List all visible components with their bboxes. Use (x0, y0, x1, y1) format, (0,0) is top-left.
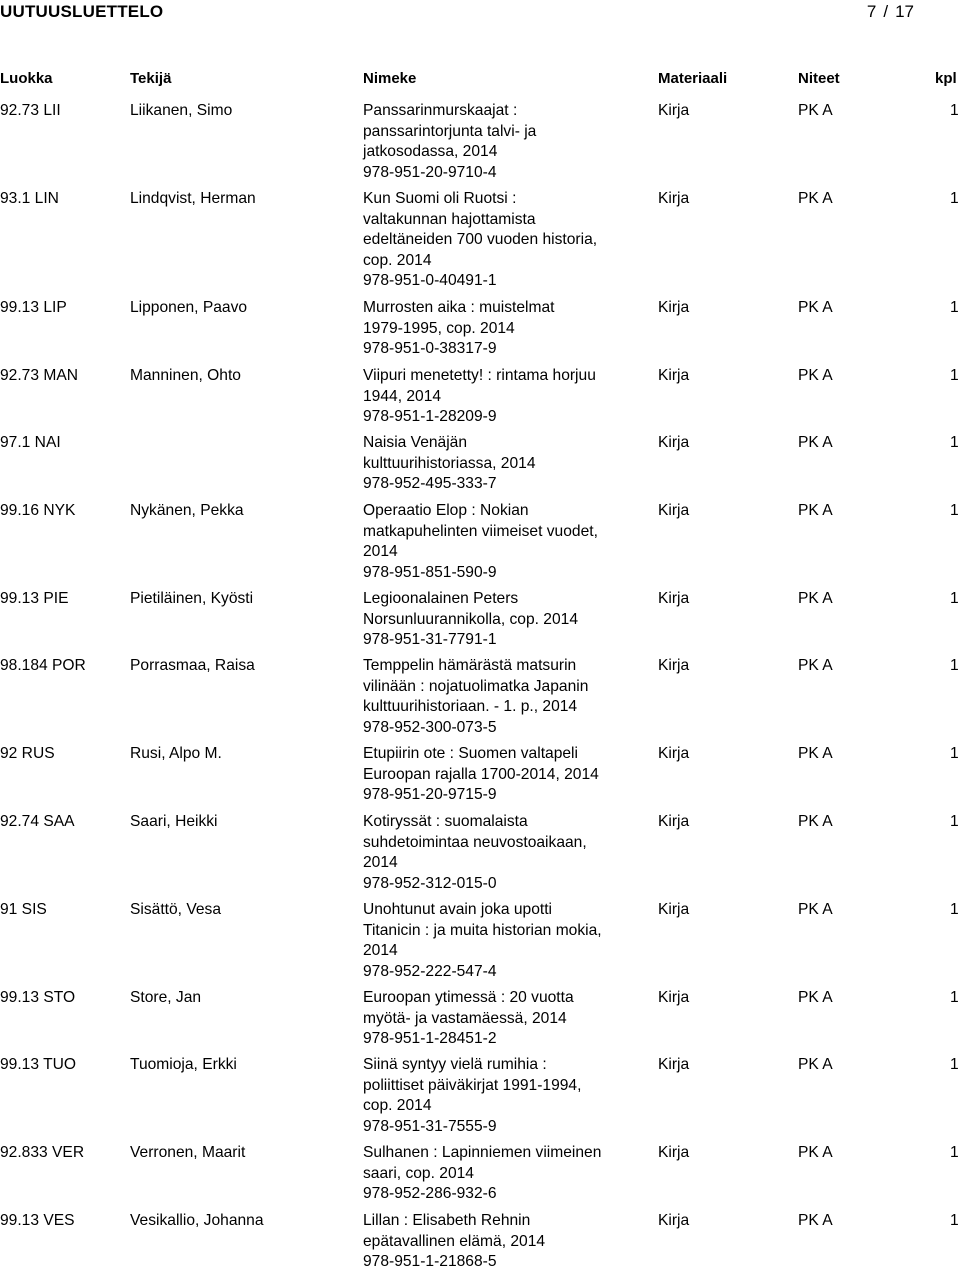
item-notes: PK A (798, 299, 833, 316)
item-qty: 1 (950, 989, 959, 1006)
page-current: 7 (866, 2, 877, 21)
item-title-line: Unohtunut avain joka upotti (363, 901, 552, 918)
item-qty: 1 (950, 745, 959, 762)
item-notes: PK A (798, 102, 833, 119)
item-title-line: 978-951-31-7555-9 (363, 1117, 497, 1135)
item-title-line: Temppelin hämärästä matsurin (363, 657, 577, 674)
item-title-line: 978-952-286-932-6 (363, 1185, 497, 1203)
item-class: 92.73 MAN (0, 367, 79, 384)
item-material: Kirja (658, 190, 690, 207)
item-title-line: edeltäneiden 700 vuoden historia, (363, 231, 598, 249)
item-author: Verronen, Maarit (130, 1144, 246, 1161)
item-title (363, 298, 648, 360)
item-title (363, 900, 648, 982)
item-qty: 1 (950, 299, 959, 316)
item-title-line: Panssarinmurskaajat : (363, 102, 518, 119)
item-notes: PK A (798, 745, 833, 762)
item-title-line: jatkosodassa, 2014 (363, 143, 498, 161)
item-title-line: panssarintorjunta talvi- ja (363, 122, 537, 140)
item-class: 91 SIS (0, 901, 47, 918)
item-notes: PK A (798, 813, 833, 830)
item-title-line: Naisia Venäjän (363, 434, 468, 451)
item-title-line: 978-951-1-28451-2 (363, 1030, 497, 1048)
item-qty: 1 (950, 1144, 959, 1161)
item-qty: 1 (950, 434, 959, 451)
item-class: 99.13 TUO (0, 1056, 76, 1073)
item-notes: PK A (798, 901, 833, 918)
item-title-line: Siinä syntyy vielä rumihia : (363, 1056, 547, 1073)
column-header-material: Materiaali (658, 70, 728, 87)
item-title-line: Norsunluurannikolla, cop. 2014 (363, 610, 578, 628)
item-title-line: cop. 2014 (363, 1097, 432, 1115)
item-title-line: 978-952-312-015-0 (363, 874, 497, 892)
item-title (363, 988, 648, 1050)
item-material: Kirja (658, 745, 690, 762)
item-class: 93.1 LIN (0, 190, 59, 207)
item-notes: PK A (798, 590, 833, 607)
item-qty: 1 (950, 657, 959, 674)
item-title (363, 656, 648, 738)
item-author: Liikanen, Simo (130, 102, 233, 119)
item-qty: 1 (950, 102, 959, 119)
item-title-line: Sulhanen : Lapinniemen viimeinen (363, 1144, 602, 1161)
item-material: Kirja (658, 1144, 690, 1161)
item-title-line: Legioonalainen Peters (363, 590, 519, 607)
item-title-line: 978-952-222-547-4 (363, 962, 497, 980)
item-author: Nykänen, Pekka (130, 502, 244, 519)
item-title-line: 2014 (363, 854, 398, 872)
item-qty: 1 (950, 813, 959, 830)
item-title-line: 978-952-495-333-7 (363, 475, 497, 493)
item-title-line: 2014 (363, 942, 398, 960)
item-author: Manninen, Ohto (130, 367, 241, 384)
item-class: 92.833 VER (0, 1144, 85, 1161)
item-notes: PK A (798, 1144, 833, 1161)
item-author: Lindqvist, Herman (130, 190, 256, 207)
item-qty: 1 (950, 367, 959, 384)
column-header-author: Tekijä (130, 70, 172, 87)
item-qty: 1 (950, 1056, 959, 1073)
item-author: Vesikallio, Johanna (130, 1212, 264, 1229)
item-class: 92.73 LII (0, 102, 61, 119)
item-title-line: 1944, 2014 (363, 387, 442, 405)
item-class: 99.13 PIE (0, 590, 69, 607)
item-material: Kirja (658, 1056, 690, 1073)
item-title-line: kulttuurihistoriaan. - 1. p., 2014 (363, 698, 578, 716)
item-material: Kirja (658, 901, 690, 918)
item-material: Kirja (658, 813, 690, 830)
item-notes: PK A (798, 367, 833, 384)
item-author: Sisättö, Vesa (130, 901, 222, 918)
item-qty: 1 (950, 502, 959, 519)
item-author: Pietiläinen, Kyösti (130, 590, 254, 607)
column-header-title: Nimeke (363, 70, 417, 87)
item-title-line: 978-951-20-9715-9 (363, 786, 497, 804)
item-title-line: 978-952-300-073-5 (363, 718, 497, 736)
item-title-line: 2014 (363, 543, 398, 561)
item-notes: PK A (798, 657, 833, 674)
item-title-line: Lillan : Elisabeth Rehnin (363, 1212, 531, 1229)
item-title-line: Euroopan ytimessä : 20 vuotta (363, 989, 574, 1006)
item-qty: 1 (950, 590, 959, 607)
item-notes: PK A (798, 502, 833, 519)
item-title-line: suhdetoimintaa neuvostoaikaan, (363, 833, 587, 851)
item-material: Kirja (658, 367, 690, 384)
item-notes: PK A (798, 190, 833, 207)
item-author: Tuomioja, Erkki (130, 1056, 237, 1073)
item-title-line: 978-951-0-40491-1 (363, 272, 497, 290)
item-title (363, 189, 648, 292)
item-title-line: Etupiirin ote : Suomen valtapeli (363, 745, 578, 762)
page-indicator (867, 2, 914, 22)
item-title-line: 1979-1995, cop. 2014 (363, 319, 515, 337)
item-material: Kirja (658, 989, 690, 1006)
item-title (363, 501, 648, 583)
item-class: 99.13 VES (0, 1212, 75, 1229)
item-class: 92 RUS (0, 745, 55, 762)
item-title-line: matkapuhelinten viimeiset vuodet, (363, 522, 598, 540)
item-title (363, 1055, 648, 1137)
item-title-line: saari, cop. 2014 (363, 1164, 474, 1182)
item-material: Kirja (658, 434, 690, 451)
item-title-line: 978-951-20-9710-4 (363, 163, 497, 181)
item-material: Kirja (658, 502, 690, 519)
item-class: 97.1 NAI (0, 434, 61, 451)
item-title-line: 978-951-1-28209-9 (363, 408, 497, 426)
item-title-line: cop. 2014 (363, 251, 432, 269)
item-material: Kirja (658, 590, 690, 607)
item-author: Store, Jan (130, 989, 202, 1006)
item-material: Kirja (658, 1212, 690, 1229)
item-title-line: Viipuri menetetty! : rintama horjuu (363, 367, 596, 384)
item-author: Saari, Heikki (130, 813, 218, 830)
item-notes: PK A (798, 989, 833, 1006)
item-title (363, 589, 648, 651)
item-title (363, 1211, 648, 1273)
item-qty: 1 (950, 190, 959, 207)
column-header-notes: Niteet (798, 70, 840, 87)
item-title-line: 978-951-0-38317-9 (363, 340, 497, 358)
item-class: 99.16 NYK (0, 502, 76, 519)
item-title-line: Murrosten aika : muistelmat (363, 299, 555, 316)
page-total: 17 (895, 2, 914, 21)
column-header-class: Luokka (0, 70, 53, 87)
item-title-line: 978-951-851-590-9 (363, 563, 497, 581)
item-notes: PK A (798, 1056, 833, 1073)
item-class: 99.13 STO (0, 989, 76, 1006)
item-author: Porrasmaa, Raisa (130, 657, 255, 674)
item-author: Lipponen, Paavo (130, 299, 248, 316)
item-title-line: 978-951-31-7791-1 (363, 631, 497, 649)
item-title-line: Titanicin : ja muita historian mokia, (363, 921, 602, 939)
item-class: 99.13 LIP (0, 299, 67, 316)
item-title (363, 812, 648, 894)
item-notes: PK A (798, 1212, 833, 1229)
item-title-line: Euroopan rajalla 1700-2014, 2014 (363, 765, 599, 783)
item-notes: PK A (798, 434, 833, 451)
item-title-line: valtakunnan hajottamista (363, 210, 536, 228)
item-title (363, 101, 648, 183)
item-title (363, 366, 648, 428)
item-title-line: Kotiryssät : suomalaista (363, 813, 528, 830)
item-title-line: epätavallinen elämä, 2014 (363, 1232, 546, 1250)
item-title-line: kulttuurihistoriassa, 2014 (363, 454, 536, 472)
item-title-line: poliittiset päiväkirjat 1991-1994, (363, 1076, 582, 1094)
item-title (363, 1143, 648, 1205)
item-qty: 1 (950, 901, 959, 918)
item-title-line: myötä- ja vastamäessä, 2014 (363, 1009, 567, 1027)
item-title (363, 433, 648, 495)
page-separator: / (883, 2, 889, 21)
item-title (363, 744, 648, 806)
item-class: 98.184 POR (0, 657, 86, 674)
item-material: Kirja (658, 299, 690, 316)
document-title: UUTUUSLUETTELO (0, 2, 164, 21)
item-title-line: Operaatio Elop : Nokian (363, 502, 529, 519)
item-title-line: Kun Suomi oli Ruotsi : (363, 190, 517, 207)
item-title-line: vilinään : nojatuolimatka Japanin (363, 677, 589, 695)
item-author: Rusi, Alpo M. (130, 745, 222, 762)
item-material: Kirja (658, 102, 690, 119)
item-class: 92.74 SAA (0, 813, 75, 830)
item-qty: 1 (950, 1212, 959, 1229)
item-title-line: 978-951-1-21868-5 (363, 1253, 497, 1271)
column-header-qty: kpl (935, 70, 957, 87)
item-material: Kirja (658, 657, 690, 674)
